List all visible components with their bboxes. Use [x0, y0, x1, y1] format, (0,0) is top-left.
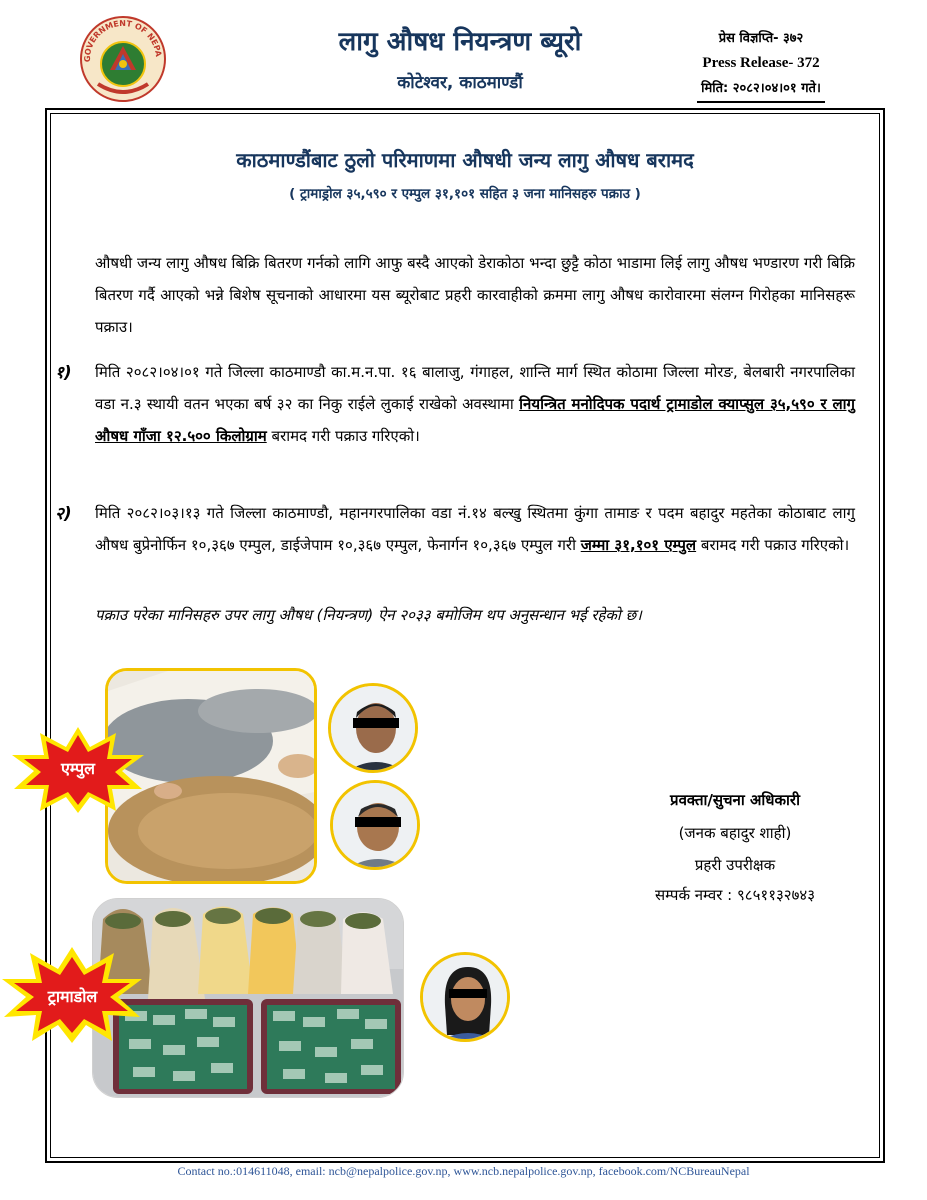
item-paragraph-2 — [95, 497, 855, 561]
item-1-text: मिति २०८२।०४।०१ गते जिल्ला काठमाण्डौ का.म.न.पा. १६ बालाजु, गंगाहल, शान्ति मार्ग स्थित कोठामा जिल्ला मोरङ, बेलबारी नगरपालिका वडा न.३ स्थायी वतन भएका बर्ष ३२ का निकु राईले लुकाई राखेको अवस्थामा — [95, 363, 855, 413]
headline-title: काठमाण्डौंबाट ठुलो परिमाणमा औषधी जन्य लागु औषध बरामद — [236, 148, 694, 172]
suspect-photo-3 — [420, 952, 510, 1042]
item-number-2: २) — [55, 504, 72, 524]
suspect-photo-1 — [328, 683, 418, 773]
item-paragraph-1 — [95, 356, 855, 452]
release-date: मिति: २०८२।०४।०१ गते। — [697, 76, 825, 103]
press-release-block — [676, 26, 846, 103]
ampoule-label-text: एम्पुल — [61, 759, 95, 778]
press-release-en: Press Release- 372 — [702, 55, 820, 71]
spokesperson-contact: सम्पर्क नम्वर : ९८५११३२७४३ — [655, 886, 815, 904]
spokesperson-rank: प्रहरी उपरीक्षक — [694, 856, 776, 874]
tramadol-label-text: ट्रामाडोल — [47, 987, 98, 1006]
spokesperson-name: (जनक बहादुर शाही) — [678, 824, 792, 842]
footer-contact: Contact no.:014611048, email: ncb@nepalpolice.gov.np, www.ncb.nepalpolice.gov.np, facebook.com/NCBureauNepal — [177, 1164, 750, 1178]
headline-subtitle: ( ट्रामाड्रोल ३५,५९० र एम्पुल ३१,१०१ सहित ३ जना मानिसहरु पक्राउ ) — [289, 186, 641, 202]
item-1-highlight: नियन्त्रित मनोदिपक पदार्थ ट्रामाडोल क्याप्सुल ३५,५९० र लागु औषध गाँजा १२.५०० किलोग्राम — [95, 395, 855, 445]
item-number-1: १) — [55, 363, 72, 383]
logo-text: GOVERNMENT OF NEPA — [82, 18, 164, 63]
item-2-text-end: बरामद गरी पक्राउ गरिएको। — [696, 536, 850, 554]
item-1-text-end: बरामद गरी पक्राउ गरिएको। — [266, 427, 420, 445]
ampoule-burst-label — [8, 725, 148, 815]
bureau-address: कोटेश्वर, काठमाण्डौं — [397, 73, 523, 93]
nepal-police-logo — [78, 14, 168, 104]
spokesperson-role: प्रवक्ता/सुचना अधिकारी — [670, 791, 800, 809]
item-2-highlight: जम्मा ३१,१०१ एम्पुल — [580, 536, 697, 554]
item-2-text: मिति २०८२।०३।१३ गते जिल्ला काठमाण्डौ, महानगरपालिका वडा नं.१४ बल्खु स्थितमा कुंगा तामाङ र पदम बहादुर महतेका कोठाबाट लागु औषध बुप्रेनोर्फिन १०,३६७ एम्पुल, डाईजेपाम १०,३६७ एम्पुल, फेनार्गन १०,३६७ एम्पुल गरी — [95, 504, 855, 554]
tramadol-burst-label — [0, 945, 145, 1045]
suspect-photo-2 — [330, 780, 420, 870]
press-release-np: प्रेस विज्ञप्ति- ३७२ — [718, 31, 804, 46]
intro-paragraph: औषधी जन्य लागु औषध बिक्रि बितरण गर्नको लागि आफु बस्दै आएको डेराकोठा भन्दा छुट्टै कोठा भाडामा लिई लागु औषध भण्डारण गरी बिक्रि बितरण गर्दै आएको भन्ने बिशेष सूचनाको आधारमा यस ब्यूरोबाट प्रहरी कारवाहीको क्रममा लागु औषध कारोवारमा संलग्न गिरोहका मानिसहरू पक्राउ। — [95, 254, 855, 336]
bureau-title: लागु औषध नियन्त्रण ब्यूरो — [338, 27, 582, 57]
closing-paragraph: पक्राउ परेका मानिसहरु उपर लागु औषध (नियन्त्रण) ऐन २०३३ बमोजिम थप अनुसन्धान भई रहेको छ। — [95, 606, 642, 624]
